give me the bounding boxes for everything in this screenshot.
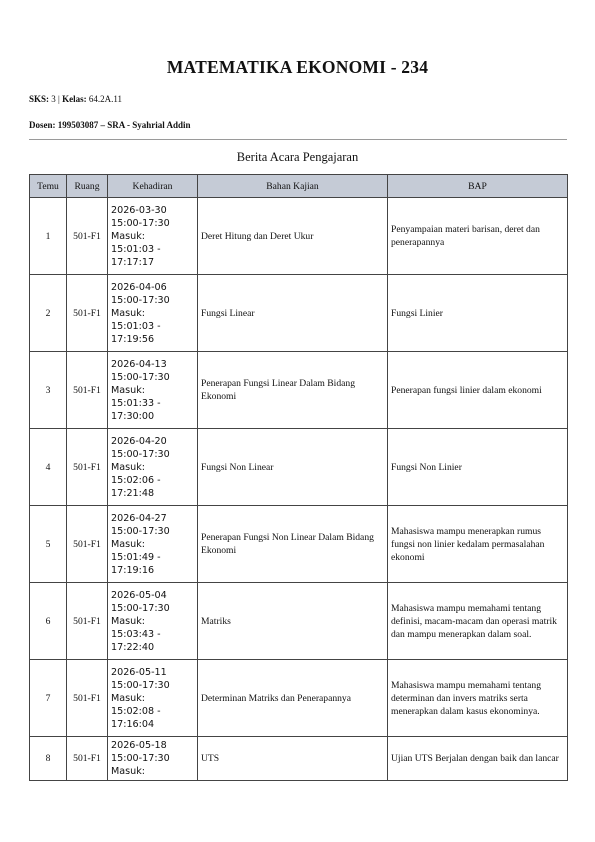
table-row — [30, 275, 568, 352]
cell-bap: Penerapan fungsi linier dalam ekonomi — [388, 352, 568, 429]
cell-temu: 7 — [30, 660, 67, 737]
cell-ruang: 501-F1 — [67, 352, 108, 429]
cell-bap: Fungsi Non Linier — [388, 429, 568, 506]
cell-bahan-kajian: Fungsi Linear — [198, 275, 388, 352]
cell-ruang: 501-F1 — [67, 583, 108, 660]
table-row — [30, 198, 568, 275]
dosen-label: Dosen: — [29, 120, 56, 130]
cell-kehadiran: 2026-05-04 15:00-17:30 Masuk: 15:03:43 - 17:22:40 — [108, 583, 198, 660]
cell-temu: 5 — [30, 506, 67, 583]
table-row — [30, 660, 568, 737]
cell-bap: Mahasiswa mampu menerapkan rumus fungsi non linier kedalam permasalahan ekonomi — [388, 506, 568, 583]
header-kehadiran: Kehadiran — [108, 175, 198, 198]
cell-ruang: 501-F1 — [67, 660, 108, 737]
cell-temu: 6 — [30, 583, 67, 660]
course-info: SKS: 3 | Kelas: 64.2A.11 — [29, 94, 122, 104]
cell-bahan-kajian: Deret Hitung dan Deret Ukur — [198, 198, 388, 275]
cell-bahan-kajian: UTS — [198, 737, 388, 781]
cell-temu: 2 — [30, 275, 67, 352]
cell-bap: Penyampaian materi barisan, deret dan penerapannya — [388, 198, 568, 275]
dosen-value: 199503087 – SRA - Syahrial Addin — [57, 120, 191, 130]
cell-kehadiran: 2026-05-18 15:00-17:30 Masuk: — [108, 737, 198, 781]
cell-ruang: 501-F1 — [67, 506, 108, 583]
cell-ruang: 501-F1 — [67, 429, 108, 506]
cell-bap: Mahasiswa mampu memahami tentang definisi, macam-macam dan operasi matrik dan mampu menerapkan dalam soal. — [388, 583, 568, 660]
cell-temu: 4 — [30, 429, 67, 506]
attendance-table — [29, 174, 568, 781]
cell-ruang: 501-F1 — [67, 198, 108, 275]
cell-bap: Mahasiswa mampu memahami tentang determinan dan invers matriks serta menerapkan dalam kasus ekonominya. — [388, 660, 568, 737]
cell-kehadiran: 2026-04-06 15:00-17:30 Masuk: 15:01:03 - 17:19:56 — [108, 275, 198, 352]
cell-kehadiran: 2026-04-27 15:00-17:30 Masuk: 15:01:49 - 17:19:16 — [108, 506, 198, 583]
table-row — [30, 352, 568, 429]
cell-bahan-kajian: Fungsi Non Linear — [198, 429, 388, 506]
cell-ruang: 501-F1 — [67, 275, 108, 352]
kelas-value: 64.2A.11 — [88, 94, 122, 104]
cell-kehadiran: 2026-05-11 15:00-17:30 Masuk: 15:02:08 - 17:16:04 — [108, 660, 198, 737]
cell-bahan-kajian: Penerapan Fungsi Non Linear Dalam Bidang Ekonomi — [198, 506, 388, 583]
table-row — [30, 737, 568, 781]
cell-bahan-kajian: Determinan Matriks dan Penerapannya — [198, 660, 388, 737]
cell-bap: Ujian UTS Berjalan dengan baik dan lancar — [388, 737, 568, 781]
sks-label: SKS: — [29, 94, 50, 104]
table-header-row — [30, 175, 568, 198]
header-temu: Temu — [30, 175, 67, 198]
document-title: MATEMATIKA EKONOMI - 234 — [166, 57, 429, 77]
kelas-label: Kelas: — [62, 94, 87, 104]
section-subtitle: Berita Acara Pengajaran — [236, 150, 359, 164]
table-row — [30, 429, 568, 506]
cell-bahan-kajian: Matriks — [198, 583, 388, 660]
cell-temu: 1 — [30, 198, 67, 275]
divider — [29, 139, 567, 140]
cell-bahan-kajian: Penerapan Fungsi Linear Dalam Bidang Ekonomi — [198, 352, 388, 429]
cell-ruang: 501-F1 — [67, 737, 108, 781]
cell-kehadiran: 2026-04-20 15:00-17:30 Masuk: 15:02:06 - 17:21:48 — [108, 429, 198, 506]
cell-temu: 3 — [30, 352, 67, 429]
cell-temu: 8 — [30, 737, 67, 781]
table-row — [30, 583, 568, 660]
table-row — [30, 506, 568, 583]
header-bahan-kajian: Bahan Kajian — [198, 175, 388, 198]
cell-kehadiran: 2026-03-30 15:00-17:30 Masuk: 15:01:03 - 17:17:17 — [108, 198, 198, 275]
cell-kehadiran: 2026-04-13 15:00-17:30 Masuk: 15:01:33 - 17:30:00 — [108, 352, 198, 429]
cell-bap: Fungsi Linier — [388, 275, 568, 352]
header-ruang: Ruang — [67, 175, 108, 198]
header-bap: BAP — [388, 175, 568, 198]
lecturer-info — [29, 120, 191, 130]
sks-value: 3 — [51, 94, 56, 104]
